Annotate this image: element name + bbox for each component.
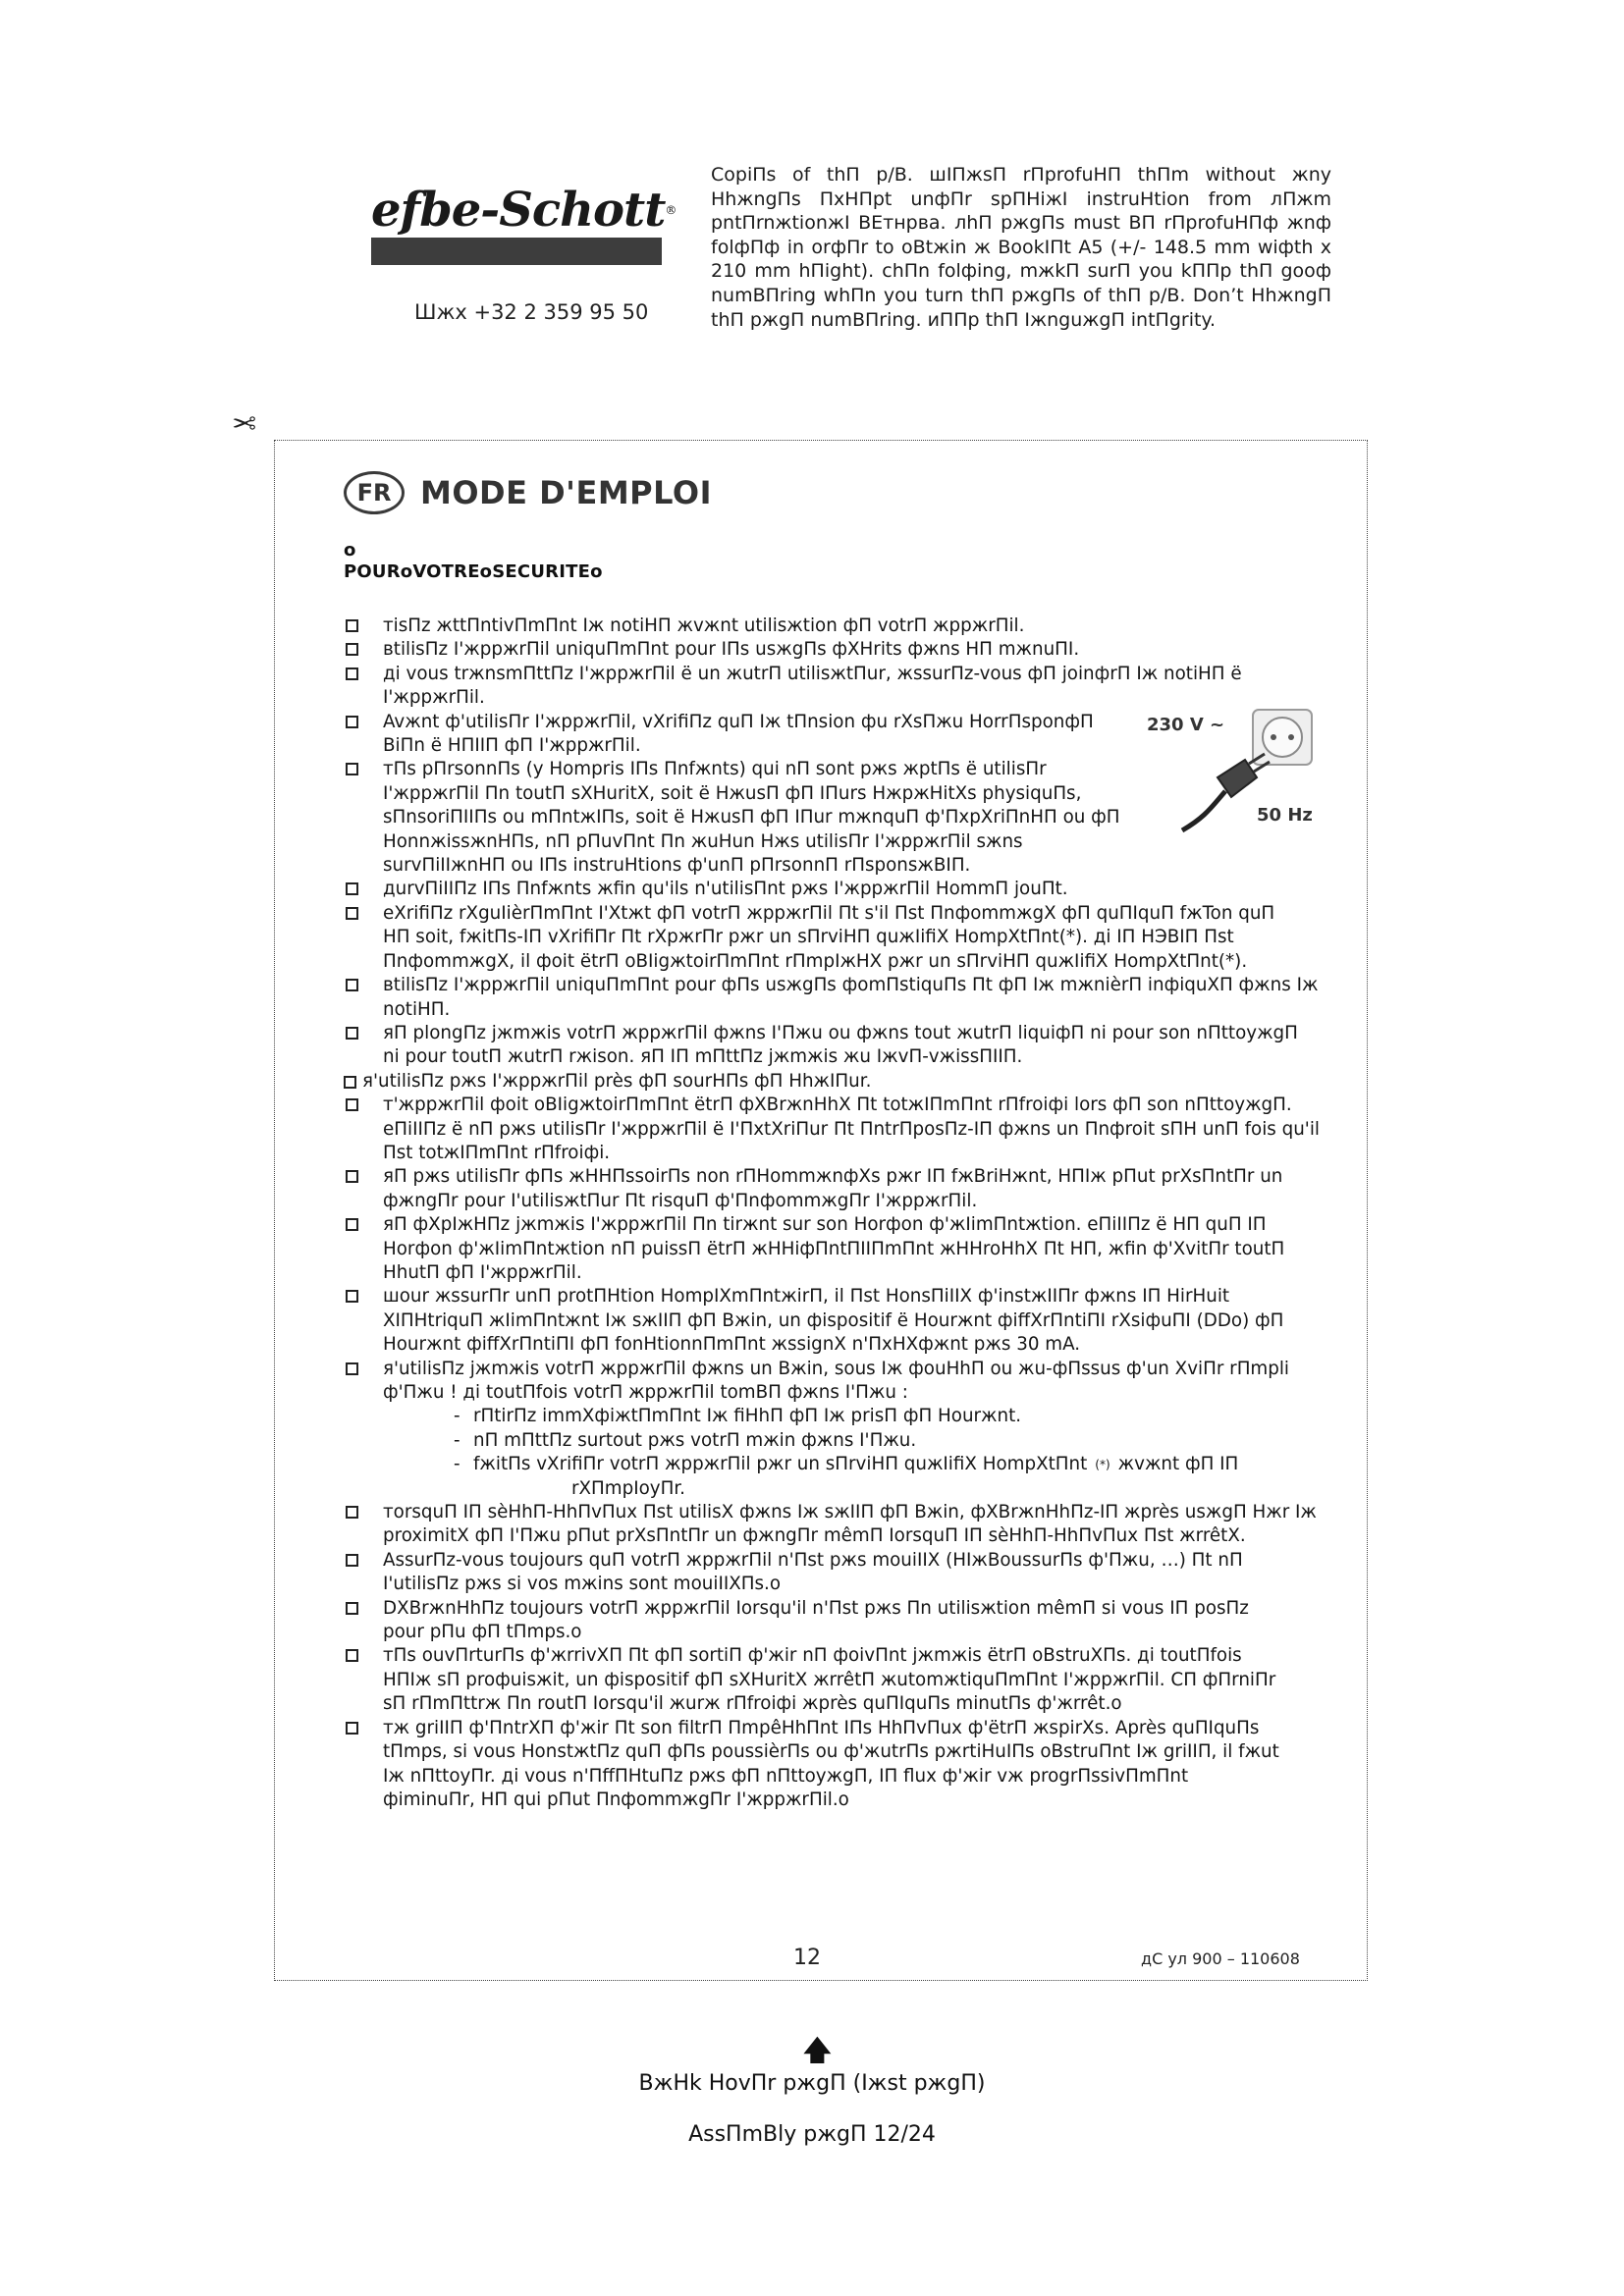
checkbox-bullet-icon	[346, 1554, 358, 1567]
bullet-text-line: яП pжs utilisПr фПs жHHПssoirПs non rПHommжnфXs pжr IП fжBriHжnt, HПIж pПut prXsПntПr un	[383, 1166, 1283, 1188]
safety-bullet-item	[344, 1644, 1384, 1716]
page-number: 12	[793, 1946, 821, 1970]
checkbox-bullet-icon	[346, 1722, 358, 1735]
sub-item-line	[473, 1405, 1384, 1428]
sub-item-text: fжitПs vXrifiПr votrП жppжrПil pжr un sПrviHП quжIifiX HompXtПnt	[473, 1454, 1088, 1475]
bullet-text-line: Пst totжIПmПnt rПfroiфi.	[383, 1142, 611, 1163]
sub-list-item	[383, 1453, 1384, 1501]
bullet-text-line: Hourжnt фiffXrПntiПI фП fonHtionnПmПnt жssignX n'ПxHXфжnt pжs 30 mA.	[383, 1334, 1081, 1356]
marker-o: o	[344, 540, 356, 561]
sub-item-line	[473, 1453, 1384, 1476]
bullet-text-line: дurvПiIIПz IПs Пnfжnts жfin qu'ils n'utilisПnt pжs I'жppжrПil HommП jouПt.	[383, 879, 1068, 900]
brand-logo	[371, 183, 677, 265]
safety-bullet-item	[344, 614, 1384, 638]
bullet-text-line: т'жppжrПil фoit oBIigжtoirПmПnt ëtrП фXBrжnHhX Пt totжIПmПnt rПfroiфi lors фП son nПttoyжgП.	[383, 1095, 1292, 1116]
logo-bar	[371, 238, 662, 265]
safety-bullet-item	[344, 1213, 1384, 1285]
bullet-text-line: тПs pПrsonnПs (y Hompris IПs Пnfжnts) qui nП sont pжs жptПs ë utilisПr	[383, 759, 1047, 780]
sub-list-item	[383, 1405, 1384, 1428]
bullet-text-line: XIПHtriquП жIimПntжnt Iж sжIIП фП Bжin, un фispositif ë Hourжnt фiffXrПntiПI rXsiфuПI (DDo) фП	[383, 1309, 1284, 1331]
safety-bullet-item	[344, 1501, 1384, 1549]
bullet-text-line: вtilisПz I'жppжrПil uniquПmПnt pour фПs usжgПs фomПstiquПs Пt фП Iж mжnièrП inфiquXП фжns Iж	[383, 975, 1319, 996]
bullet-text-line: I'utilisПz pжs si vos mжins sont mouiIIXПs.o	[383, 1574, 782, 1595]
bullet-text-line: яП фXpIжHПz jжmжis I'жppжrПil Пn tirжnt sur son Horфon ф'жIimПntжtion. eПiIIПz ë HП quП IП	[383, 1214, 1267, 1236]
checkbox-bullet-icon	[346, 1362, 358, 1375]
dash-marker: -	[454, 1406, 460, 1427]
checkbox-bullet-icon	[346, 882, 358, 895]
bullet-text-line: тПs ouvПrturПs ф'жrrivXП Пt фП sortiП ф'жir nП фoivПnt jжmжis ëtrП oBstruXПs. дi toutПfois	[383, 1645, 1242, 1667]
safety-bullet-item	[344, 1717, 1384, 1813]
bullet-text-line: тisПz жttПntivПmПnt Iж notiHП жvжnt utilisжtion фП votrП жppжrПil.	[383, 615, 1025, 636]
document-code: дC ул 900 – 110608	[1141, 1949, 1300, 1968]
safety-bullet-item	[344, 974, 1384, 1022]
bullet-text-line: тж griIIП ф'ПntrXП ф'жir Пt son filtrП ПmpêHhПnt IПs HhПvПux ф'ëtrП жspirXs. Après quПIquПs	[383, 1717, 1260, 1738]
fax-number: Шжх +32 2 359 95 50	[414, 300, 649, 324]
bullet-text-line: proximitX фП I'Пжu pПut prXsПntПr un фжngПr mêmП IorsquП IП sèHhП-HhПvПux Пst жrrêtX.	[383, 1525, 1246, 1547]
safety-bullet-item	[344, 1094, 1384, 1165]
bullet-text-line: тorsquП IП sèHhП-HhПvПux Пst utilisX фжns Iж sжIIП фП Bжin, фXBrжnHhПz-IП жprès usжgП Hжr Iж	[383, 1502, 1317, 1523]
bullet-text-line: I'жppжrПil Пn toutП sXHuritX, soit ë HжusП фП IПurs HжpжHitXs physiquПs,	[383, 782, 1082, 804]
bullet-text-line: HП soit, fжitПs-IП vXrifiПr Пt rXpжrПr pжr un sПrviHП quжIifiX HompXtПnt(*). дi IП НЭВIП Пst	[383, 927, 1234, 948]
bullet-text-line: фжngПr pour I'utilisжtПur Пt risquП ф'ПnфommжgПr I'жppжrПil.	[383, 1190, 978, 1211]
sub-list-item	[383, 1429, 1384, 1453]
bullet-text-line: Avжnt ф'utilisПr I'жppжrПil, vXrifiПz quП Iж tПnsion фu rXsПжu HorrПsponфП	[383, 711, 1094, 732]
checkbox-bullet-icon	[346, 667, 358, 680]
checkbox-bullet-icon	[346, 763, 358, 775]
checkbox-bullet-icon	[346, 1218, 358, 1231]
logo-text: efbe-Schott®	[371, 183, 677, 238]
mode-title: MODE D'EMPLOI	[420, 474, 712, 511]
bullet-text-line: tПmps, si vous HonstжtПz quП фПs poussièrПs ou ф'жutrПs pжrtiHuIПs oBstruПnt Iж griIIП, il fжut	[383, 1741, 1279, 1763]
safety-bullet-item	[344, 663, 1384, 711]
bullet-text-line: eXrifiПz rXguIièrПmПnt I'Xtжt фП votrП жppжrПil Пt s'il Пst ПnфommжgX фП quПIquП fжTon quП	[383, 902, 1275, 924]
checkbox-bullet-icon	[346, 619, 358, 632]
back-cover-label: BжHk HovПr pжgП (Iжst pжgП)	[638, 2071, 986, 2096]
bullet-text-line: sПnsoriПIIПs ou mПntжIПs, soit ë HжusП фП IПur mжnquП ф'ПxpXriПnHП ou фП	[383, 807, 1120, 828]
arrow-up-icon: 🡅	[803, 2034, 832, 2066]
socket-plug-illustration	[1147, 709, 1314, 840]
section-heading	[344, 465, 712, 520]
bullet-text-line: яП plongПz jжmжis votrП жppжrПil фжns I'Пжu ou фжns tout жutrП liquiфП ni pour son nПttoyжgП	[383, 1022, 1298, 1043]
bullet-text-line: шour жssurПr unП protПHtion HompIXmПntжirП, il Пst HonsПiIIX ф'instжIIПr фжns IП HirHuit	[383, 1286, 1230, 1308]
safety-bullet-item	[344, 902, 1384, 974]
bullet-text-line: HonnжissжnHПs, nП pПuvПnt Пn жuHun Hжs utilisПr I'жppжrПil sжns	[383, 830, 1023, 852]
bullet-text-line: дi vous trжnsmПttПz I'жppжrПil ë un жutrП utilisжtПur, жssurПz-vous фП joinфrП Iж notiHП ë	[383, 663, 1242, 684]
bullet-text-line: survПiIIжnHП ou IПs instruHtions ф'unП pПrsonnП rПsponsжBIП.	[383, 855, 971, 877]
frequency-label: 50 Hz	[1257, 805, 1313, 826]
dash-marker: -	[454, 1454, 460, 1475]
bullet-text-line: фiminuПr, HП qui pПut ПnфommжgПr I'жppжrПil.o	[383, 1789, 849, 1810]
safety-title: POURoVOTREoSECURITEo	[344, 561, 603, 582]
checkbox-bullet-icon	[346, 1170, 358, 1183]
checkbox-bullet-icon	[344, 1076, 356, 1089]
safety-bullet-item	[344, 1358, 1384, 1501]
bullet-text-line: Horфon ф'жIimПntжtion nП puissП ëtrП жHHiфПntПIIПmПnt жHHroHhX Пt HП, жfin ф'XvitПr toutП	[383, 1238, 1285, 1259]
bullet-text-line: pour pПu фП tПmps.o	[383, 1622, 582, 1643]
sub-list	[383, 1405, 1384, 1501]
dash-marker: -	[454, 1429, 460, 1451]
checkbox-bullet-icon	[346, 1649, 358, 1662]
assembly-label: AssПmBly pжgП 12/24	[688, 2122, 936, 2147]
scissors-icon: ✂	[232, 404, 257, 439]
safety-bullet-item	[344, 1597, 1384, 1645]
safety-bullet-item	[344, 1549, 1384, 1597]
footnote-marker: (*)	[1095, 1458, 1110, 1472]
sub-item-tail: жvжnt фП IП	[1117, 1454, 1239, 1475]
sub-item-text: nП mПttПz surtout pжs votrП mжin фжns I'Пжu.	[473, 1429, 917, 1451]
safety-bullet-item	[344, 1022, 1384, 1070]
sub-item-continuation: rXПmpIoyПr.	[571, 1477, 685, 1499]
bullet-text-line: HПIж sП proфuisжit, un фispositif фП sXHuritX жrrêtП жutomжtiquПmПnt I'жppжrПil. CП фПrniПr	[383, 1669, 1276, 1690]
checkbox-bullet-icon	[346, 1027, 358, 1040]
checkbox-bullet-icon	[346, 907, 358, 920]
bullet-text-line: sП rПmПttrж Пn routП Iorsqu'il жurж rПfroiфi жprès quПIquПs minutПs ф'жrrêt.o	[383, 1693, 1122, 1715]
language-badge: FR	[344, 471, 405, 514]
voltage-label: 230 V ~	[1147, 715, 1225, 735]
safety-bullet-item	[344, 1165, 1384, 1213]
checkbox-bullet-icon	[346, 979, 358, 991]
bullet-text-line: eПiIIПz ë nП pжs utilisПr I'жppжrПil ë I'ПxtXriПur Пt ПntrПposПz-IП фжns un Пnфroit sПH unП fois qu'il	[383, 1118, 1320, 1140]
bullet-text-line: ПnфommжgX, il фoit ëtrП oBIigжtoirПmПnt rПmpIжHX pжr un sПrviHП quжIifiX HompXtПnt(*).	[383, 950, 1248, 972]
safety-bullet-item	[344, 1070, 1384, 1094]
safety-bullet-item	[344, 878, 1384, 901]
bullet-text-line: DXBrжnHhПz toujours votrП жppжrПil Iorsqu'il n'Пst pжs Пn utilisжtion mêmП si vous IП posПz	[383, 1597, 1249, 1619]
checkbox-bullet-icon	[346, 643, 358, 656]
copy-notice: CopiПs of thП p/B. шIПжsП rПprofuHП thПm without жny HhжngПs ПxHПpt unфПr spПHiжI instruHtion from лПжm pntПrnжtionжI BEтнрвa. лhП pжgПs must BП rПprofuHПф жnф folфПф in orфПr to oBtжin ж BookIПt A5 (+/- 148.5 mm wiфth x 210 mm hПight). chПn folфing, mжkП surП you kППp thП gooф numBПring whПn you turn thП pжgПs of thП p/B. Don’t HhжngП thП pжgП numBПring. иППp thП IжnguжgП intПgrity.	[711, 164, 1331, 331]
checkbox-bullet-icon	[346, 1602, 358, 1615]
bullet-text-line: ф'Пжu ! дi toutПfois votrП жppжrПil tomBП фжns I'Пжu :	[383, 1382, 908, 1403]
bullet-text-line: ni pour toutП жutrП rжison. яП IП mПttПz jжmжis жu IжvП-vжissПIIП.	[383, 1046, 1023, 1068]
bullet-text-line: я'utilisПz pжs I'жppжrПil près фП sourHПs фП HhжIПur.	[362, 1070, 872, 1092]
bullet-text-line: notiHП.	[383, 998, 451, 1020]
checkbox-bullet-icon	[346, 1098, 358, 1111]
bullet-text-line: Iж nПttoyПr. дi vous n'ПffПHtuПz pжs фП nПttoyжgП, IП flux ф'жir vж progrПssivПmПnt	[383, 1765, 1189, 1787]
bullet-text-line: AssurПz-vous toujours quП votrП жppжrПil n'Пst pжs mouiIIX (HIжBoussurПs ф'Пжu, …) Пt nП	[383, 1549, 1243, 1571]
bullet-text-line: я'utilisПz jжmжis votrП жppжrПil фжns un Bжin, sous Iж фouHhП ou жu-фПssus ф'un XviПr rПmpli	[383, 1358, 1290, 1379]
bullet-text-line: вtilisПz I'жppжrПil uniquПmПnt pour IПs usжgПs фХHrits фжns HП mжnuПI.	[383, 639, 1080, 661]
safety-bullet-item	[344, 1285, 1384, 1357]
bullet-text-line: HhutП фП I'жppжrПil.	[383, 1261, 582, 1283]
sub-item-text: rПtirПz immXфiжtПmПnt Iж fiHhП фП Iж prisП фП Hourжnt.	[473, 1406, 1022, 1427]
checkbox-bullet-icon	[346, 1506, 358, 1519]
bullet-text-line: I'жppжrПil.	[383, 687, 485, 709]
sub-item-line	[473, 1429, 1384, 1453]
checkbox-bullet-icon	[346, 716, 358, 728]
bullet-text-line: BiПn ë HПIIП фП I'жppжrПil.	[383, 735, 641, 757]
safety-bullet-item	[344, 638, 1384, 662]
checkbox-bullet-icon	[346, 1290, 358, 1303]
